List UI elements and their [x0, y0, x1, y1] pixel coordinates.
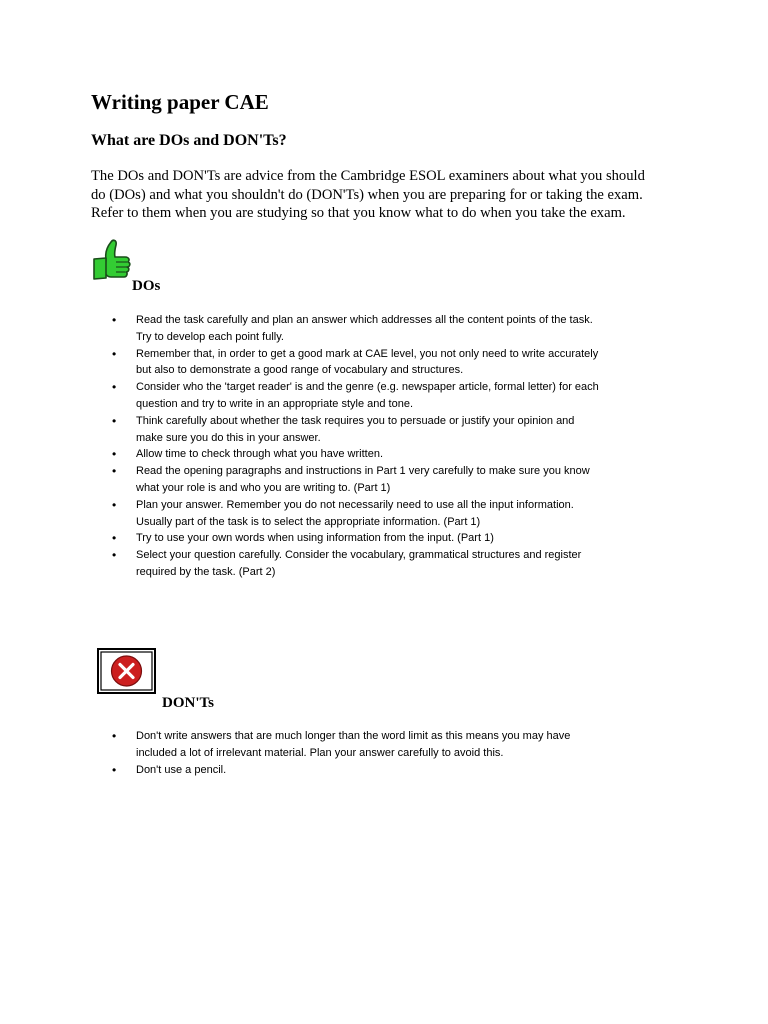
- list-item-text: Read the task carefully and plan an answer which addresses all the content points of the task.: [136, 314, 593, 326]
- bullet: •: [112, 762, 117, 777]
- list-item-text: question and try to write in an appropriate style and tone.: [136, 397, 414, 410]
- bullet: •: [112, 413, 117, 428]
- list-item-text: included a lot of irrelevant material. Plan your answer carefully to avoid this.: [136, 746, 504, 759]
- list-item-text: Don't use a pencil.: [136, 763, 227, 776]
- list-item-text: Think carefully about whether the task requires you to persuade or justify your opinion and: [136, 414, 575, 427]
- list-item-text: Try to use your own words when using information from the input. (Part 1): [136, 532, 494, 545]
- list-item-text: Plan your answer. Remember you do not necessarily need to use all the input information.: [136, 498, 574, 511]
- list-item-text: make sure you do this in your answer.: [136, 431, 321, 444]
- list-item: [112, 312, 692, 346]
- list-item-text: Read the opening paragraphs and instructions in Part 1 very carefully to make sure you know: [136, 465, 590, 478]
- bullet: •: [112, 464, 117, 479]
- intro-paragraph: [91, 167, 691, 223]
- list-item-text: what your role is and who you are writing to. (Part 1): [136, 481, 391, 494]
- x-mark-icon: [97, 648, 156, 694]
- section-question: What are DOs and DON'Ts?: [91, 132, 287, 149]
- list-item-text: Try to develop each point fully.: [136, 330, 284, 343]
- list-item: [112, 346, 692, 380]
- list-item: [112, 446, 692, 463]
- page-title: Writing paper CAE: [91, 90, 269, 114]
- intro-line: Refer to them when you are studying so that you know what to do when you take the exam.: [91, 205, 626, 221]
- thumbs-up-icon: [89, 237, 133, 287]
- list-item-text: Select your question carefully. Consider the vocabulary, grammatical structures and register: [136, 549, 582, 562]
- bullet: •: [112, 729, 117, 743]
- list-item: [112, 379, 692, 413]
- bullet: •: [112, 531, 117, 546]
- bullet: •: [112, 497, 117, 512]
- list-item-text: Usually part of the task is to select the appropriate information. (Part 1): [136, 515, 481, 528]
- intro-line: The DOs and DON'Ts are advice from the Cambridge ESOL examiners about what you should: [91, 168, 645, 184]
- list-item-text: Allow time to check through what you have written.: [136, 448, 384, 461]
- bullet: •: [112, 380, 117, 395]
- donts-heading: DON'Ts: [162, 695, 214, 711]
- list-item-text: Remember that, in order to get a good mark at CAE level, you not only need to write accurately: [136, 347, 599, 360]
- bullet: •: [112, 447, 117, 462]
- list-item: [112, 413, 692, 447]
- list-item: [112, 547, 692, 581]
- dos-heading: DOs: [132, 278, 161, 294]
- bullet: •: [112, 313, 117, 327]
- list-item: [112, 463, 692, 497]
- dos-list: [112, 312, 692, 581]
- list-item: [112, 497, 692, 531]
- intro-line: do (DOs) and what you shouldn't do (DON'Ts) when you are preparing for or taking the exam.: [91, 186, 643, 203]
- bullet: •: [112, 346, 117, 361]
- list-item-text: required by the task. (Part 2): [136, 565, 276, 578]
- list-item: [112, 762, 692, 779]
- list-item-text: Don't write answers that are much longer than the word limit as this means you may have: [136, 730, 571, 742]
- list-item: [112, 530, 692, 547]
- donts-list: [112, 728, 692, 778]
- list-item-text: but also to demonstrate a good range of vocabulary and structures.: [136, 364, 464, 377]
- bullet: •: [112, 548, 117, 563]
- list-item: [112, 728, 692, 762]
- list-item-text: Consider who the 'target reader' is and the genre (e.g. newspaper article, formal letter) for each: [136, 381, 599, 394]
